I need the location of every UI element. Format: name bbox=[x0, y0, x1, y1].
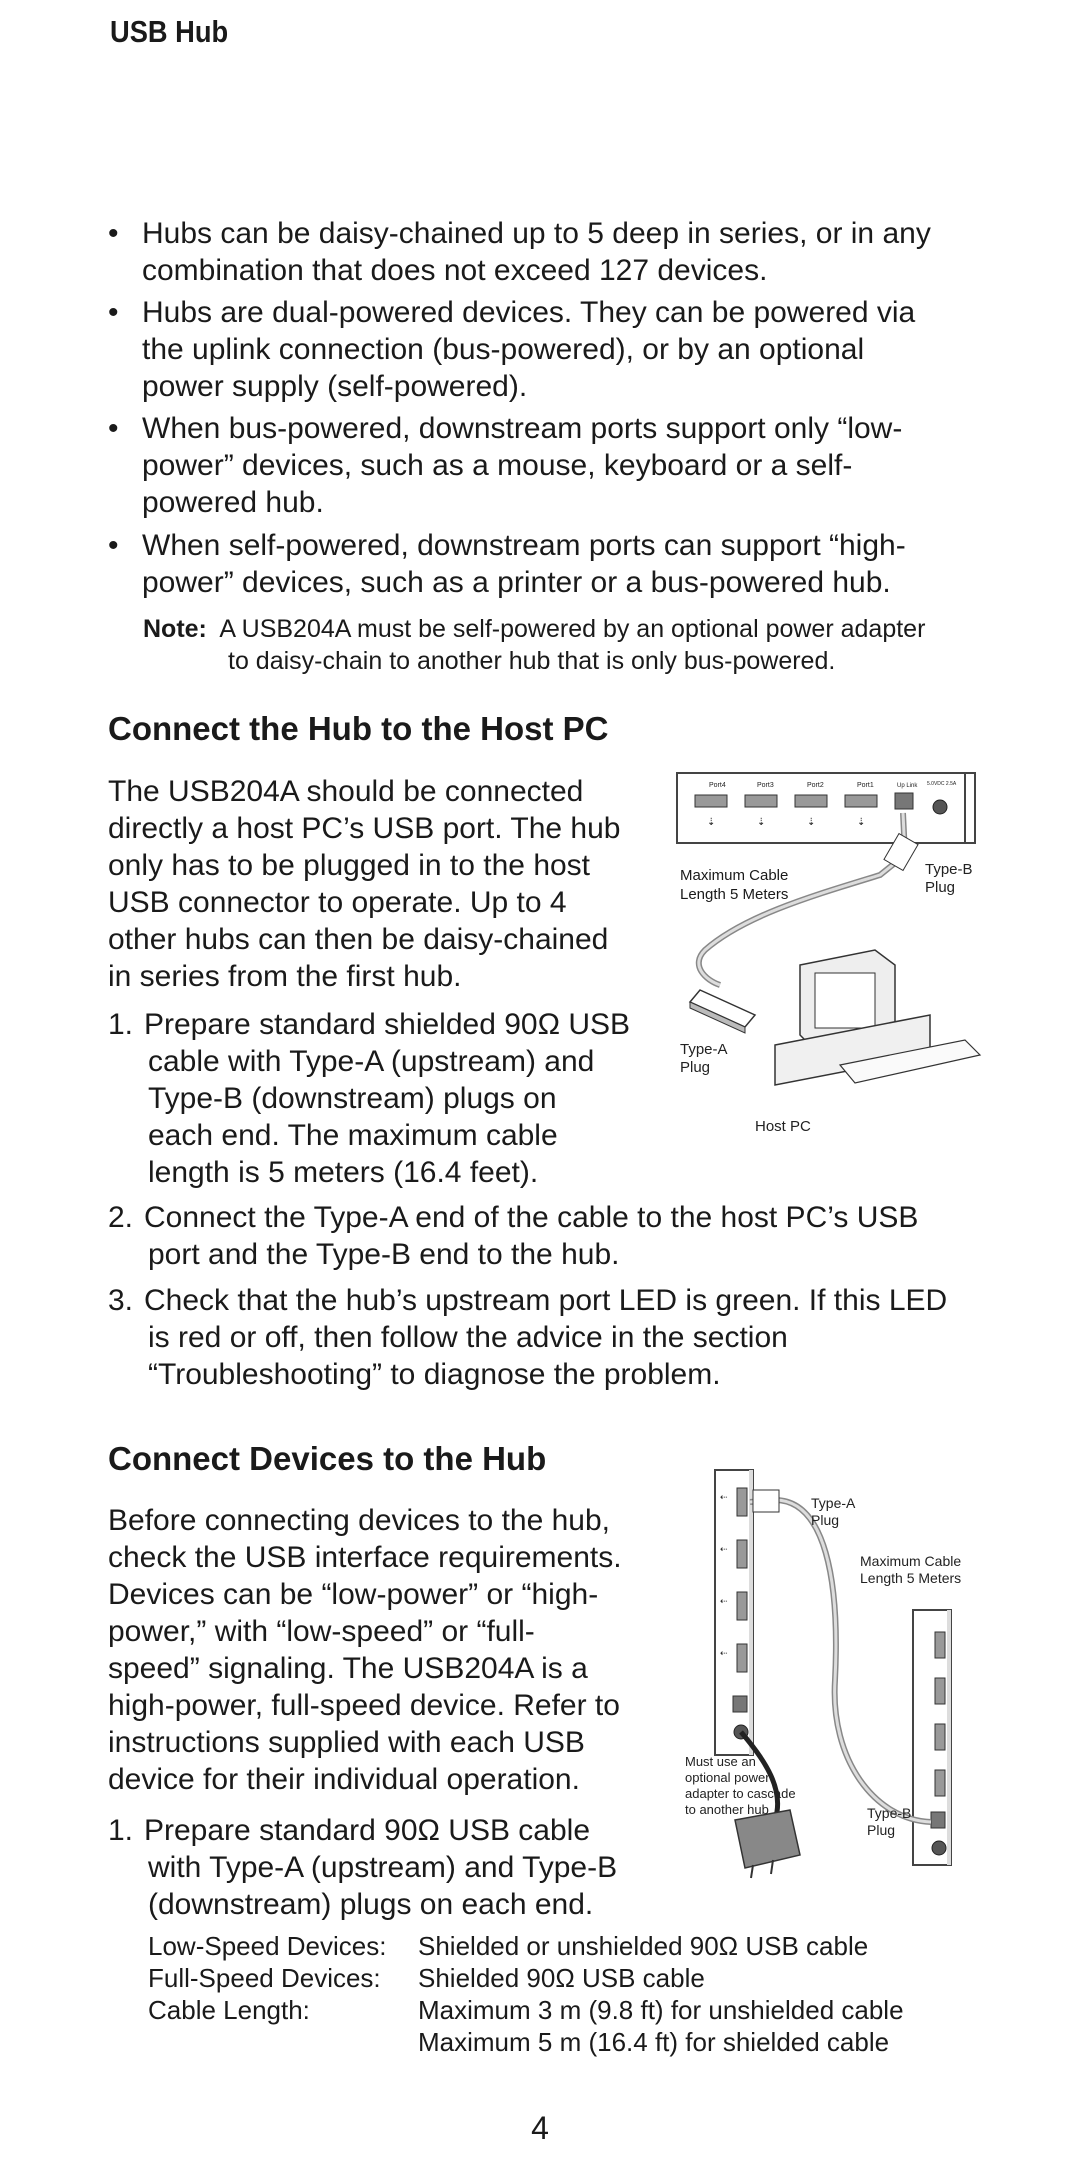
intro-line: USB connector to operate. Up to 4 bbox=[108, 886, 567, 919]
cascade-hubs-figure bbox=[675, 1460, 995, 1880]
note bbox=[143, 613, 1003, 677]
caption-line: Maximum Cable bbox=[680, 867, 789, 884]
intro-line: in series from the first hub. bbox=[108, 960, 462, 993]
section-heading-host-pc: Connect the Hub to the Host PC bbox=[108, 710, 609, 747]
bullet-line: When bus-powered, downstream ports support only “low- bbox=[142, 412, 903, 445]
spec-label: Low-Speed Devices: bbox=[148, 1931, 387, 1961]
intro-line: high-power, full-speed device. Refer to bbox=[108, 1689, 620, 1722]
max-cable-caption bbox=[680, 866, 788, 904]
intro-line: only has to be plugged in to the host bbox=[108, 849, 591, 882]
step-line: Type-B (downstream) plugs on bbox=[148, 1082, 557, 1115]
running-header: USB Hub bbox=[110, 14, 229, 49]
spec-row bbox=[148, 2026, 1028, 2058]
svg-text:⇣: ⇣ bbox=[757, 817, 766, 828]
bullet-dot: • bbox=[108, 412, 119, 445]
note-line: to daisy-chain to another hub that is only bus-powered. bbox=[228, 647, 836, 675]
type-a-label: Type-A bbox=[811, 1495, 856, 1511]
power-adapter-icon bbox=[735, 1810, 800, 1878]
bullet-line: When self-powered, downstream ports can support “high- bbox=[142, 529, 906, 562]
svg-text:⇠: ⇠ bbox=[720, 1596, 728, 1606]
spec-label: Full-Speed Devices: bbox=[148, 1963, 381, 1993]
power-note: to another hub bbox=[685, 1802, 769, 1817]
intro-line: Before connecting devices to the hub, bbox=[108, 1504, 611, 1537]
spec-label: Cable Length: bbox=[148, 1995, 310, 2025]
spec-value: Maximum 5 m (16.4 ft) for shielded cable bbox=[418, 2027, 890, 2057]
spec-value: Shielded 90Ω USB cable bbox=[418, 1963, 705, 1993]
step-line: Prepare standard shielded 90Ω USB bbox=[144, 1008, 631, 1041]
port-label: Up Link bbox=[897, 783, 918, 789]
type-a-label: Type-A bbox=[680, 1041, 728, 1058]
step-line: length is 5 meters (16.4 feet). bbox=[148, 1156, 539, 1189]
bullet-dot: • bbox=[108, 296, 119, 329]
step-number: 2. bbox=[108, 1201, 134, 1234]
note-line: A USB204A must be self-powered by an optional power adapter bbox=[219, 615, 926, 643]
intro-line: Devices can be “low-power” or “high- bbox=[108, 1578, 599, 1611]
bullet-line: Hubs can be daisy-chained up to 5 deep in series, or in any bbox=[142, 217, 931, 250]
step-line: with Type-A (upstream) and Type-B bbox=[148, 1851, 618, 1884]
step-line: “Troubleshooting” to diagnose the problem. bbox=[148, 1358, 721, 1391]
hub-front-panel bbox=[677, 773, 975, 843]
power-note: optional power bbox=[685, 1770, 770, 1785]
power-note: adapter to cascade bbox=[685, 1786, 796, 1801]
type-b-label: Plug bbox=[867, 1822, 896, 1838]
intro-line: instructions supplied with each USB bbox=[108, 1726, 585, 1759]
bullet-line: powered hub. bbox=[142, 486, 324, 519]
max-cable-label: Maximum Cable bbox=[860, 1553, 962, 1569]
note-label: Note: bbox=[143, 615, 207, 643]
step-line: (downstream) plugs on each end. bbox=[148, 1888, 594, 1921]
intro-line: The USB204A should be connected bbox=[108, 775, 584, 808]
type-b-label: Type-B bbox=[925, 861, 973, 878]
port-label: Port2 bbox=[807, 782, 824, 789]
type-a-label: Plug bbox=[680, 1059, 711, 1076]
intro-line: other hubs can then be daisy-chained bbox=[108, 923, 609, 956]
intro-line: speed” signaling. The USB204A is a bbox=[108, 1652, 588, 1685]
page-number: 4 bbox=[531, 2110, 549, 2146]
step-line: is red or off, then follow the advice in the section bbox=[148, 1321, 788, 1354]
downstream-hub bbox=[913, 1610, 951, 1865]
power-note: Must use an bbox=[685, 1754, 756, 1769]
step-number: 1. bbox=[108, 1008, 134, 1041]
section-heading-devices: Connect Devices to the Hub bbox=[108, 1440, 547, 1477]
spec-label bbox=[148, 2026, 418, 2058]
spec-value: Maximum 3 m (9.8 ft) for unshielded cable bbox=[418, 1995, 904, 2025]
step-line: cable with Type-A (upstream) and bbox=[148, 1045, 595, 1078]
intro-line: directly a host PC’s USB port. The hub bbox=[108, 812, 621, 845]
type-a-plug bbox=[753, 1490, 779, 1512]
host-pc-label: Host PC bbox=[755, 1118, 811, 1135]
max-cable-label: Length 5 Meters bbox=[860, 1570, 962, 1586]
bullet-line: combination that does not exceed 127 devices. bbox=[142, 254, 768, 287]
spec-row bbox=[148, 1930, 1028, 1962]
port-label: Port3 bbox=[757, 782, 774, 789]
step-line: Check that the hub’s upstream port LED is green. If this LED bbox=[144, 1284, 948, 1317]
intro-line: device for their individual operation. bbox=[108, 1763, 580, 1796]
step-number: 1. bbox=[108, 1814, 134, 1847]
port-label: 5.0VDC 2.5A bbox=[927, 781, 957, 787]
spec-value: Shielded or unshielded 90Ω USB cable bbox=[418, 1931, 869, 1961]
svg-text:⇣: ⇣ bbox=[857, 817, 866, 828]
port-label: Port1 bbox=[857, 782, 874, 789]
host-pc-icon bbox=[775, 950, 980, 1085]
step-line: port and the Type-B end to the hub. bbox=[148, 1238, 620, 1271]
bullet-dot: • bbox=[108, 217, 119, 250]
step-line: Connect the Type-A end of the cable to the host PC’s USB bbox=[144, 1201, 919, 1234]
intro-line: check the USB interface requirements. bbox=[108, 1541, 622, 1574]
svg-text:⇣: ⇣ bbox=[807, 817, 816, 828]
step-line: Prepare standard 90Ω USB cable bbox=[144, 1814, 591, 1847]
svg-text:⇠: ⇠ bbox=[720, 1492, 728, 1502]
step-line: each end. The maximum cable bbox=[148, 1119, 558, 1152]
spec-row bbox=[148, 1962, 1028, 1994]
cable-spec-table bbox=[148, 1930, 1028, 2058]
bullet-line: power supply (self-powered). bbox=[142, 370, 528, 403]
bullet-dot: • bbox=[108, 529, 119, 562]
host-pc-connection-figure bbox=[665, 765, 985, 1145]
svg-text:⇠: ⇠ bbox=[720, 1544, 728, 1554]
caption-line: Length 5 Meters bbox=[680, 886, 789, 903]
type-a-plug bbox=[690, 990, 755, 1033]
section1-intro bbox=[108, 773, 668, 995]
step-number: 3. bbox=[108, 1284, 134, 1317]
type-a-label: Plug bbox=[811, 1512, 840, 1528]
bullet-line: power” devices, such as a printer or a bus-powered hub. bbox=[142, 566, 891, 599]
port-label: Port4 bbox=[709, 782, 726, 789]
upstream-hub bbox=[715, 1470, 753, 1755]
section2-intro bbox=[108, 1502, 678, 1798]
bullet-line: power” devices, such as a mouse, keyboard or a self- bbox=[142, 449, 853, 482]
intro-line: power,” with “low-speed” or “full- bbox=[108, 1615, 535, 1648]
svg-text:⇠: ⇠ bbox=[720, 1648, 728, 1658]
type-b-label: Plug bbox=[925, 879, 956, 896]
type-b-label: Type-B bbox=[867, 1805, 912, 1821]
bullet-line: Hubs are dual-powered devices. They can be powered via bbox=[142, 296, 916, 329]
svg-text:⇣: ⇣ bbox=[707, 817, 716, 828]
spec-row bbox=[148, 1994, 1028, 2026]
bullet-line: the uplink connection (bus-powered), or by an optional bbox=[142, 333, 865, 366]
